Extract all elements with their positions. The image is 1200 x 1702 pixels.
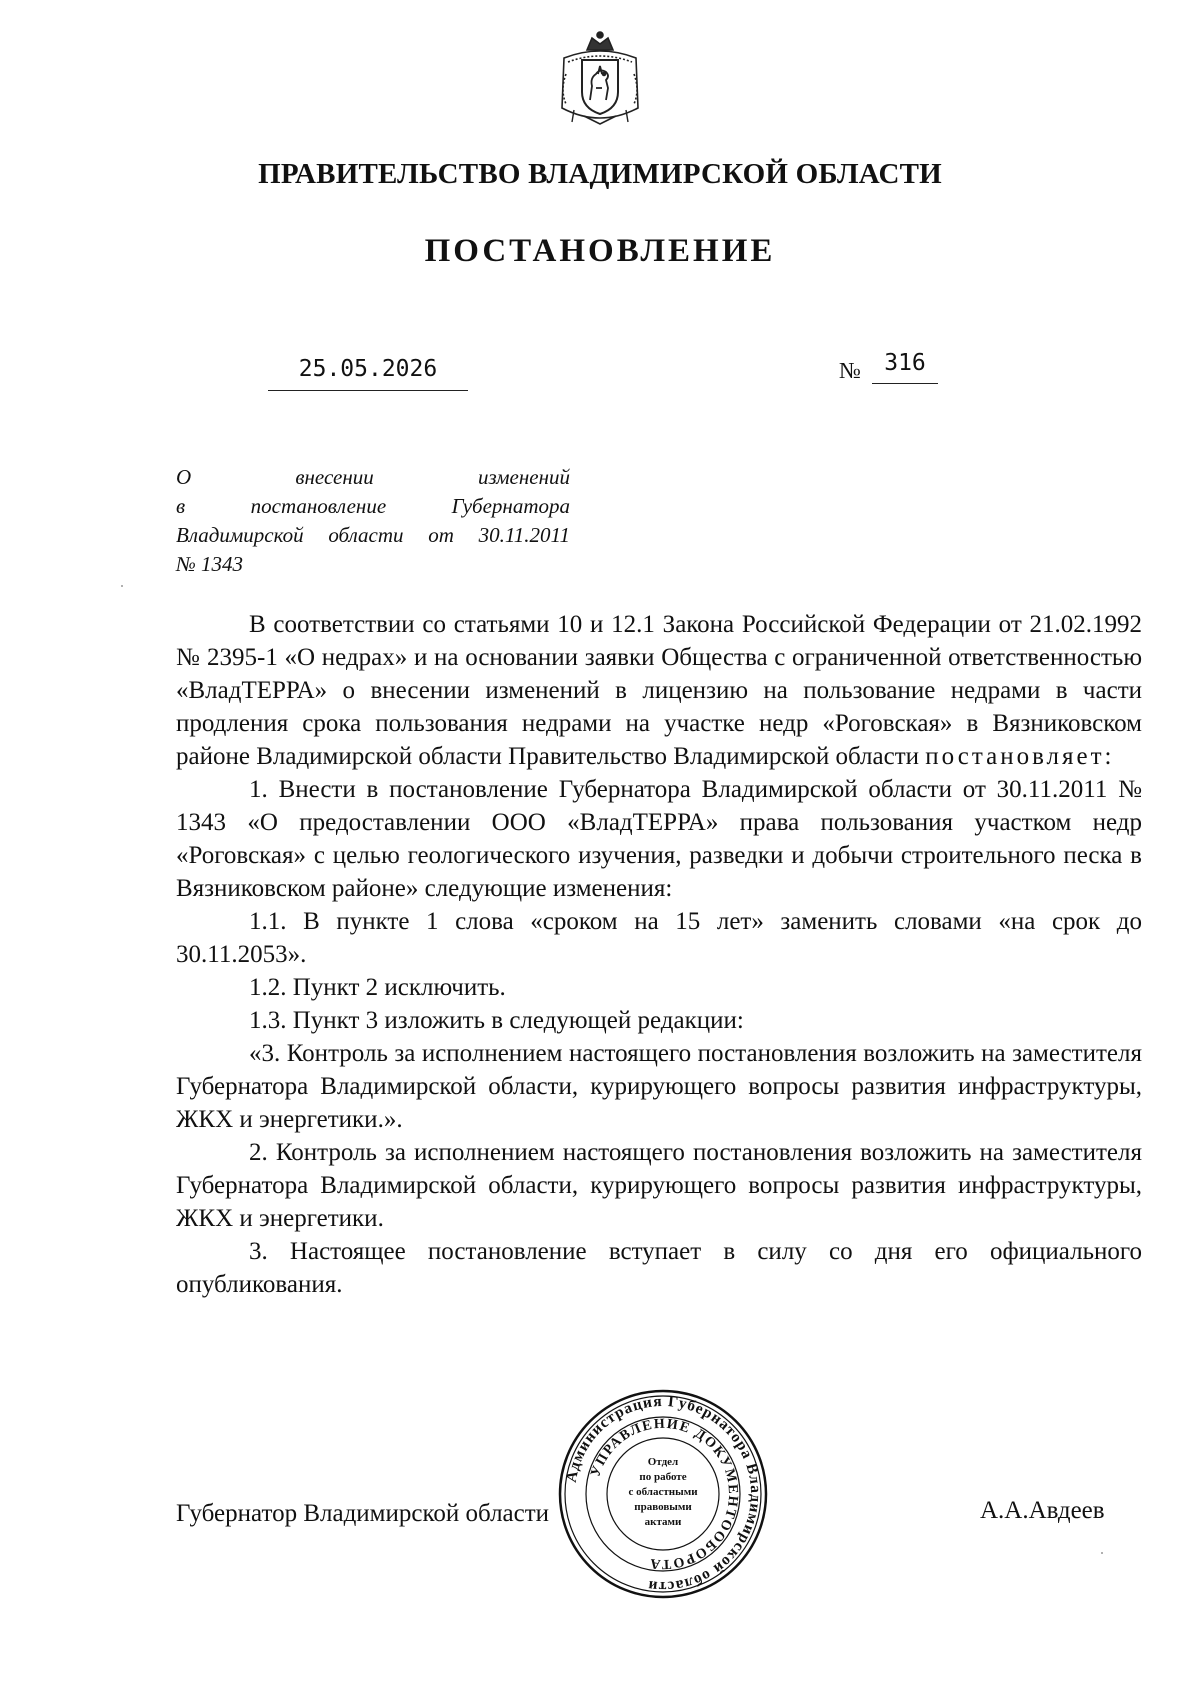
body-item: «3. Контроль за исполнением настоящего постановления возложить на заместителя Губернатора Владимирской области, курирующего вопросы развития инфраструктуры, ЖКХ и энергетики.».: [176, 1040, 1142, 1133]
scan-speck: [121, 585, 123, 587]
subject-line: в постановление Губернатора: [176, 494, 570, 518]
preamble-text: В соответствии со статьями 10 и 12.1 Закона Российской Федерации от 21.02.1992 № 2395-1 «О недрах» и на основании заявки Общества с ограниченной ответственностью «ВладТЕРРА» о внесении изменений в лицензию на пользование недрами в части продления срока пользования недрами на участке недр «Роговская» в Вязниковском районе Владимирской области Правительство Владимирской области: [176, 611, 1142, 770]
preamble-paragraph: [176, 608, 1142, 773]
body-item: 1.1. В пункте 1 слова «сроком на 15 лет» заменить словами «на срок до 30.11.2053».: [176, 908, 1142, 968]
body-item: 1.3. Пункт 3 изложить в следующей редакции:: [249, 1007, 744, 1034]
resolves-word: постановляет:: [925, 743, 1115, 770]
number-underline: [872, 383, 938, 384]
body-item: 1. Внести в постановление Губернатора Владимирской области от 30.11.2011 № 1343 «О предоставлении ООО «ВладТЕРРА» права пользования участком недр «Роговская» с целью геологического изучения, разведки и добычи строительного песка в Вязниковском районе» следующие изменения:: [176, 776, 1142, 902]
document-number: 316: [884, 350, 926, 376]
scan-speck: [1101, 1552, 1103, 1554]
seal-center-text: [627, 1455, 699, 1530]
signatory-name: А.А.Авдеев: [980, 1497, 1105, 1524]
subject-line: № 1343: [176, 552, 244, 576]
date-underline: [268, 390, 468, 391]
seal-center-line: по работе: [639, 1471, 687, 1483]
document-type-heading: ПОСТАНОВЛЕНИЕ: [424, 233, 776, 269]
document-body: [176, 608, 1142, 1301]
seal-center-line: с областными: [628, 1486, 698, 1498]
body-item: 3. Настоящее постановление вступает в силу со дня его официального опубликования.: [176, 1238, 1142, 1298]
subject-line: О внесении изменений: [176, 465, 570, 489]
subject-line: Владимирской области от 30.11.2011: [176, 523, 570, 547]
document-date: 25.05.2026: [298, 356, 438, 382]
seal-outer-text: Администрация Губернатора Владимирской области: [562, 1392, 765, 1596]
body-item: 2. Контроль за исполнением настоящего постановления возложить на заместителя Губернатора Владимирской области, курирующего вопросы развития инфраструктуры, ЖКХ и энергетики.: [176, 1139, 1142, 1232]
subject-block: [176, 463, 570, 579]
seal-inner-text: УПРАВЛЕНИЕ ДОКУМЕНТООБОРОТА: [588, 1416, 741, 1572]
seal-center-line: правовыми: [634, 1501, 692, 1513]
seal-center-line: актами: [644, 1516, 682, 1528]
signatory-title: Губернатор Владимирской области: [176, 1500, 550, 1527]
official-seal-stamp: [557, 1388, 769, 1600]
body-item: 1.2. Пункт 2 исключить.: [249, 974, 506, 1001]
organization-heading: ПРАВИТЕЛЬСТВО ВЛАДИМИРСКОЙ ОБЛАСТИ: [258, 158, 942, 190]
seal-center-line: Отдел: [647, 1456, 679, 1468]
number-sign: №: [839, 358, 861, 383]
coat-of-arms-icon: [554, 30, 646, 130]
